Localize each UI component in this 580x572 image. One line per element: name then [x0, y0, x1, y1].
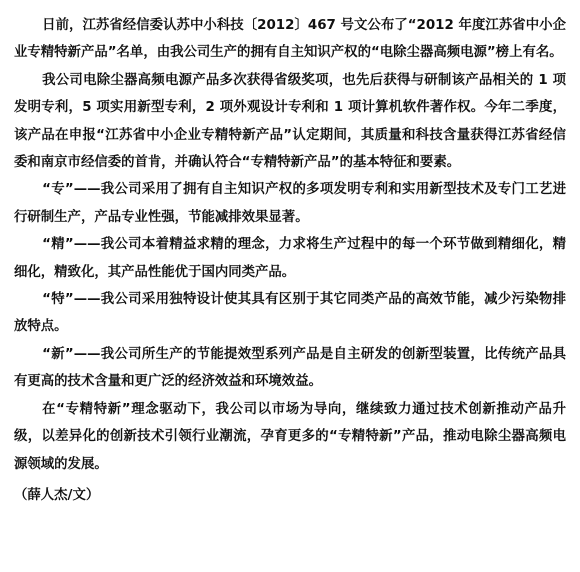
author-byline: （薛人杰/文） [14, 487, 100, 503]
paragraph-5: “特”——我公司采用独特设计使其具有区别于其它同类产品的高效节能，减少污染物排放特点。 [14, 292, 566, 335]
paragraph-3: “专”——我公司采用了拥有自主知识产权的多项发明专利和实用新型技术及专门工艺进行研制生产，产品专业性强，节能减排效果显著。 [14, 182, 566, 225]
paragraph-4: “精”——我公司本着精益求精的理念，力求将生产过程中的每一个环节做到精细化，精细化，精致化，其产品性能优于国内同类产品。 [14, 237, 566, 280]
paragraph-1: 日前，江苏省经信委认苏中小科技〔2012〕467 号文公布了“2012 年度江苏省中小企业专精特新产品”名单，由我公司生产的拥有自主知识产权的“电除尘器高频电源”榜上有名。 [14, 18, 566, 61]
paragraph-2: 我公司电除尘器高频电源产品多次获得省级奖项，也先后获得与研制该产品相关的 1 项发明专利，5 项实用新型专利，2 项外观设计专利和 1 项计算机软件著作权。今年二季度，该产品在申报“江苏省中小企业专精特新产品”认定期间，其质量和科技含量获得江苏省经信委和南京市经信委的首肯，并确认符合“专精特新产品”的基本特征和要素。 [14, 72, 566, 171]
paragraph-6: “新”——我公司所生产的节能提效型系列产品是自主研发的创新型装置，比传统产品具有更高的技术含量和更广泛的经济效益和环境效益。 [14, 346, 566, 390]
paragraph-7: 在“专精特新”理念驱动下，我公司以市场为导向，继续致力通过技术创新推动产品升级，以差异化的创新技术引领行业潮流，孕育更多的“专精特新”产品，推动电除尘器高频电源领域的发展。 [14, 401, 566, 472]
